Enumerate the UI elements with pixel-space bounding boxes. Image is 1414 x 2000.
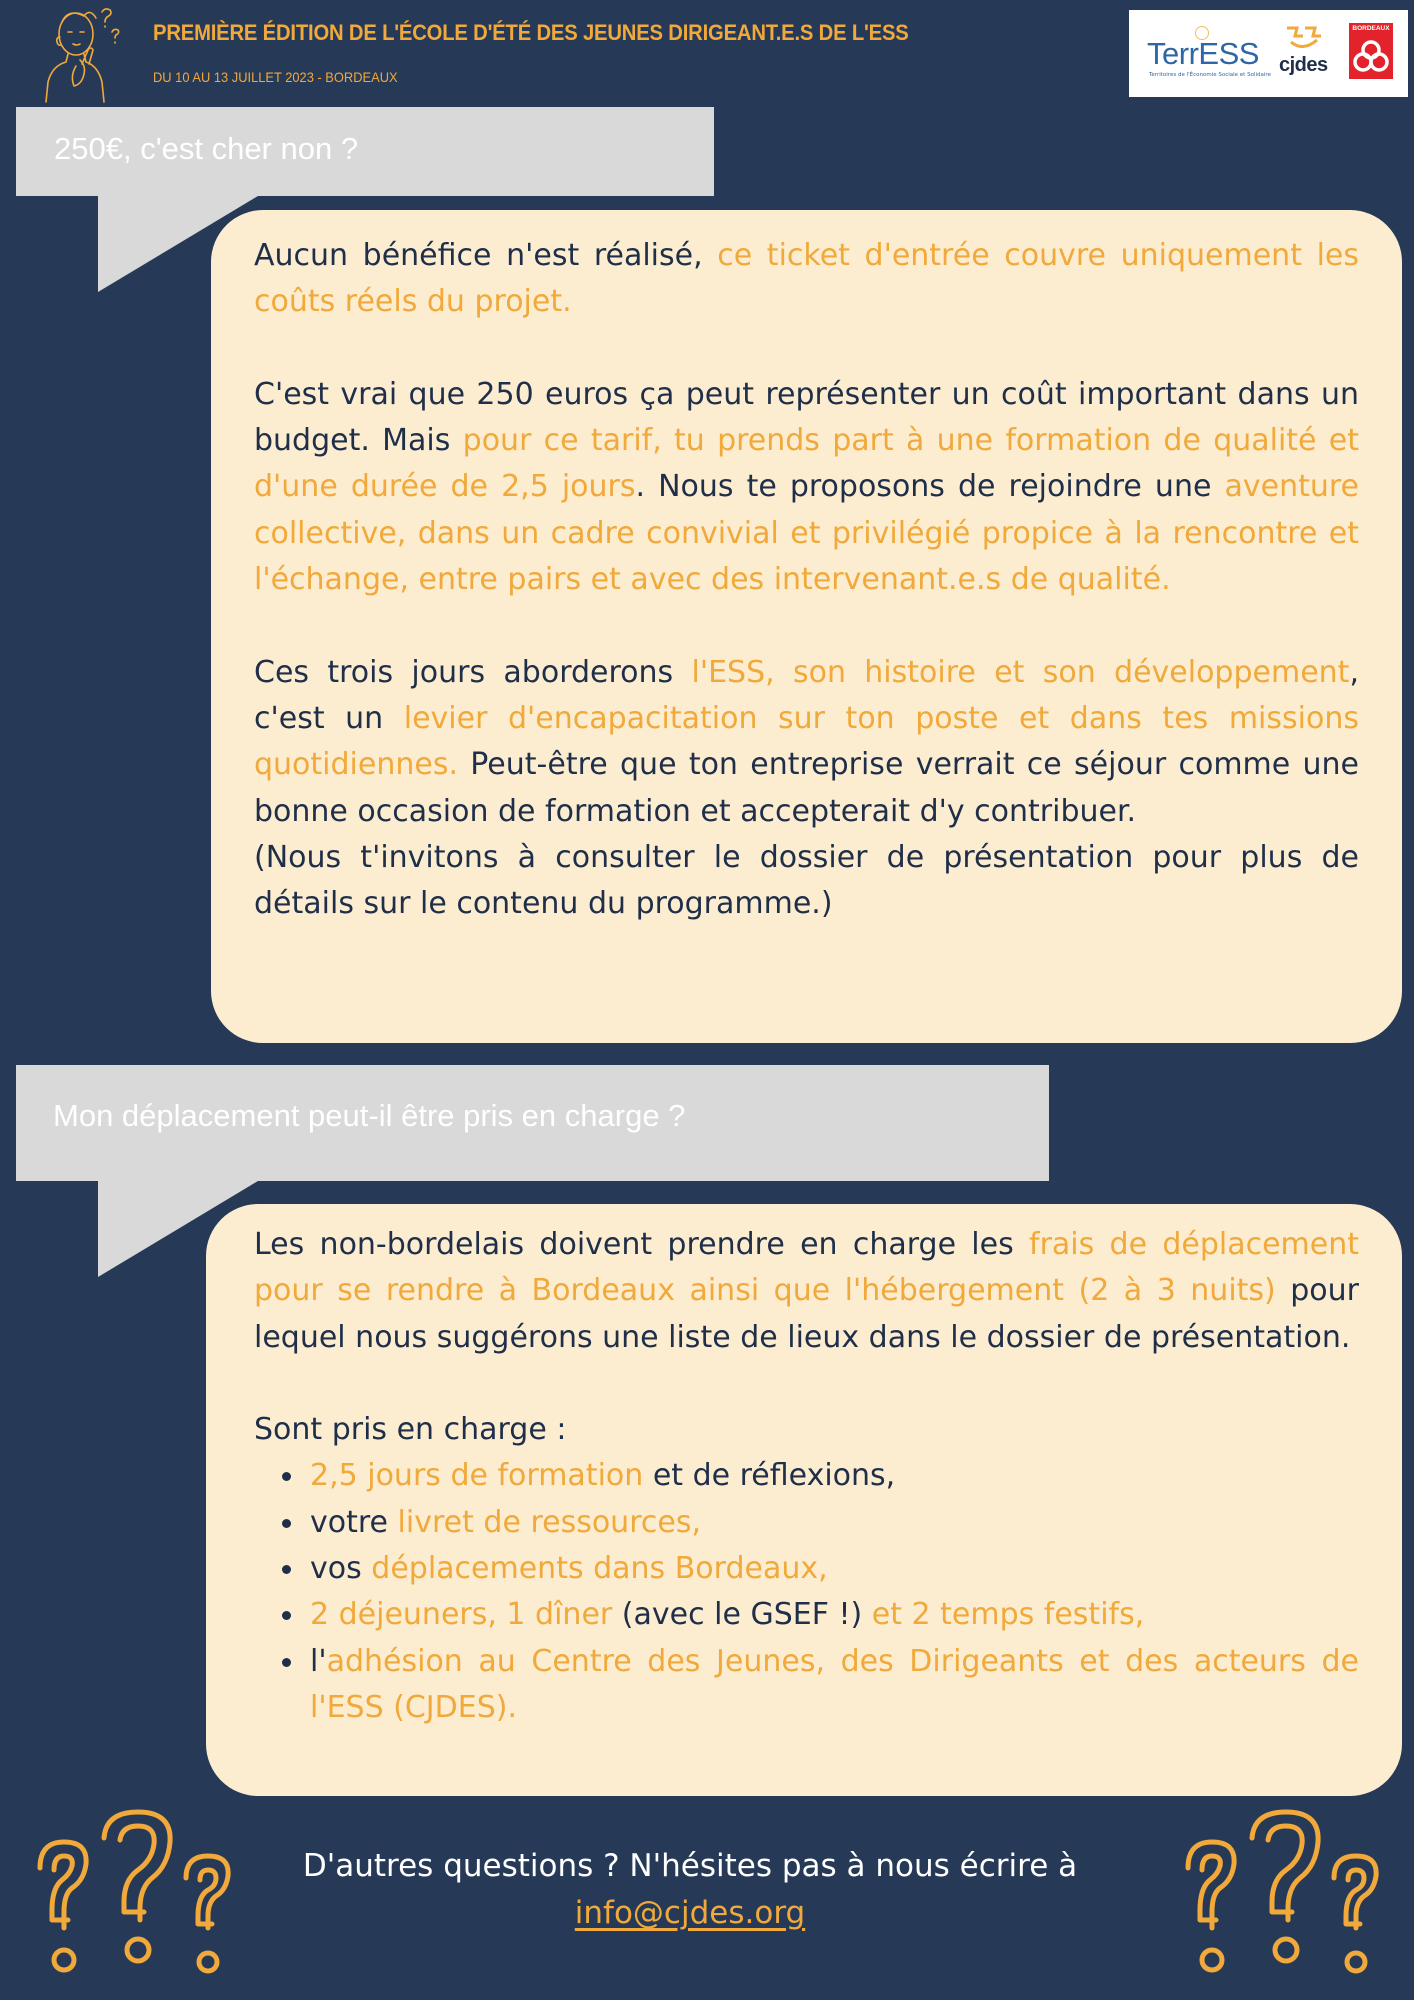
answer-paragraph bbox=[254, 650, 1359, 835]
answer-highlight: pour ce tarif, tu prends part à une formation de qualité et d'une durée de 2,5 jours bbox=[254, 423, 1359, 505]
bordeaux-logo bbox=[1349, 23, 1393, 79]
bordeaux-crescents-icon bbox=[1349, 34, 1393, 78]
cjdes-logo-mark bbox=[1283, 24, 1323, 54]
answer-highlight: aventure collective, dans un cadre convivial et privilégié propice à la rencontre et l'échange, entre pairs et avec des intervenant.e.s de qualité. bbox=[254, 469, 1359, 598]
question-marks-icon bbox=[30, 1808, 236, 1980]
answer-highlight: ce ticket d'entrée couvre uniquement les coûts réels du projet. bbox=[254, 238, 1359, 320]
question-text: Mon déplacement peut-il être pris en charge ? bbox=[53, 1098, 686, 1133]
bordeaux-logo-name: BORDEAUX bbox=[1352, 25, 1390, 32]
cjdes-logo bbox=[1279, 24, 1329, 84]
list-item: 2,5 jours de formation et de réflexions, bbox=[254, 1453, 1359, 1499]
answer-text: Aucun bénéfice n'est réalisé, bbox=[254, 238, 718, 273]
thinking-person-illustration bbox=[38, 4, 124, 104]
list-item: 2 déjeuners, 1 dîner (avec le GSEF !) et 2 temps festifs, bbox=[254, 1592, 1359, 1638]
contact-email-link[interactable]: info@cjdes.org bbox=[574, 1895, 806, 1931]
terress-logo-name: TerrESS bbox=[1147, 36, 1259, 71]
answer-highlight: frais de déplacement pour se rendre à Bordeaux ainsi que l'hébergement (2 à 3 nuits) bbox=[254, 1227, 1359, 1309]
question-bubble bbox=[16, 1065, 1049, 1181]
terress-logo bbox=[1147, 24, 1271, 84]
answer-text: Ces trois jours aborderons bbox=[254, 654, 692, 690]
list-item: l'adhésion au Centre des Jeunes, des Dirigeants et des acteurs de l'ESS (CJDES). bbox=[254, 1639, 1359, 1732]
answer-highlight: levier d'encapacitation sur ton poste et dans tes missions quotidiennes. bbox=[254, 700, 1359, 783]
partner-logos bbox=[1129, 10, 1408, 97]
question-text: 250€, c'est cher non ? bbox=[54, 131, 359, 166]
answer-text: C'est vrai que 250 euros ça peut représenter un coût important dans un budget. Mais bbox=[254, 376, 1359, 459]
list-title: Sont pris en charge : bbox=[254, 1412, 567, 1448]
answer-paragraph bbox=[254, 372, 1359, 603]
question-bubble bbox=[16, 107, 714, 196]
answer-paragraph bbox=[254, 233, 1359, 326]
question-marks-icon bbox=[1178, 1808, 1384, 1980]
cjdes-logo-name: cjdes bbox=[1279, 54, 1328, 76]
answer-text: Les non-bordelais doivent prendre en charge les bbox=[254, 1227, 1030, 1262]
list-item: vos déplacements dans Bordeaux, bbox=[254, 1546, 1359, 1592]
event-dates: DU 10 AU 13 JUILLET 2023 - BORDEAUX bbox=[153, 69, 398, 85]
terress-logo-tagline: Territoires de l'Économie Sociale et Solidaire bbox=[1149, 72, 1271, 78]
contact-prompt: D'autres questions ? N'hésites pas à nous écrire à bbox=[302, 1848, 1078, 1884]
answer-text: pour lequel nous suggérons une liste de lieux dans le dossier de présentation. bbox=[254, 1273, 1360, 1355]
answer-note: (Nous t'invitons à consulter le dossier de présentation pour plus de détails sur le contenu du programme.) bbox=[254, 839, 1359, 922]
contact-footer bbox=[240, 1843, 1140, 1937]
answer-card bbox=[211, 210, 1402, 1043]
answer-text: Peut-être que ton entreprise verrait ce séjour comme une bonne occasion de formation et accepterait d'y contribuer. bbox=[254, 747, 1359, 829]
list-item: votre livret de ressources, bbox=[254, 1500, 1359, 1546]
answer-text: , c'est un bbox=[254, 654, 1359, 736]
event-title: PREMIÈRE ÉDITION DE L'ÉCOLE D'ÉTÉ DES JEUNES DIRIGEANT.E.S DE L'ESS bbox=[153, 20, 909, 45]
answer-paragraph bbox=[254, 1222, 1359, 1361]
covered-items-list bbox=[254, 1453, 1359, 1731]
answer-card bbox=[206, 1204, 1402, 1796]
answer-text: . Nous te proposons de rejoindre une bbox=[635, 469, 1225, 505]
answer-highlight: l'ESS, son histoire et son développement bbox=[691, 654, 1350, 690]
